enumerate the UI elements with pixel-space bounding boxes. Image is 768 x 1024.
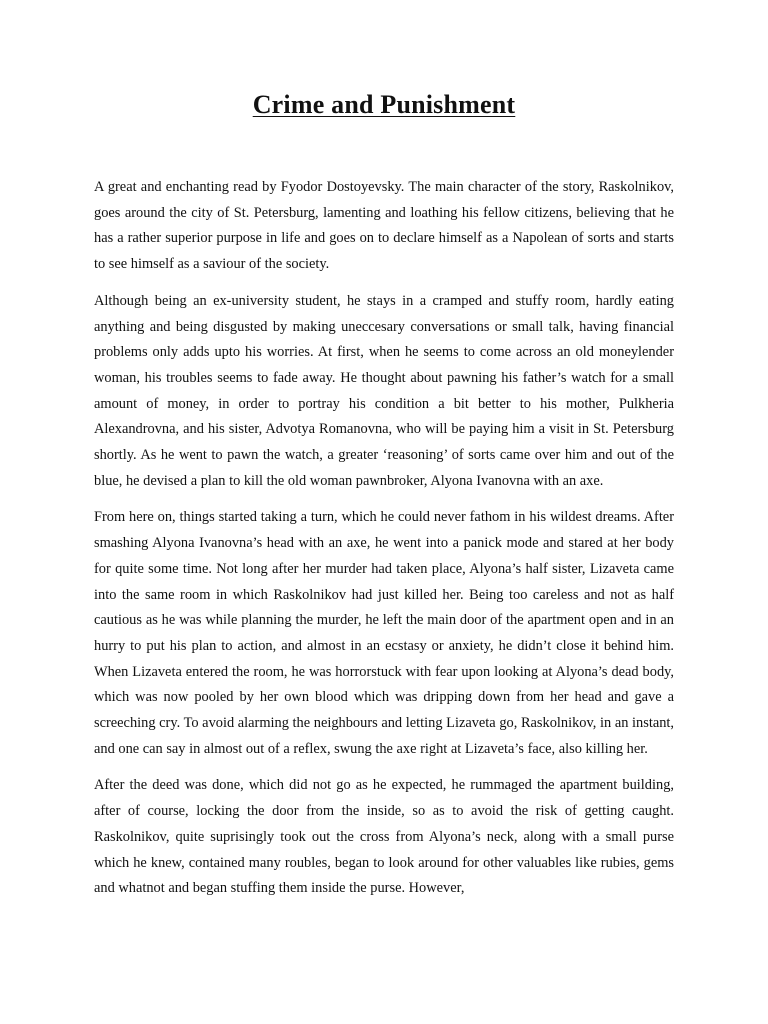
paragraph: After the deed was done, which did not go as he expected, he rummaged the apartment building, after of course, locking the door from the inside, so as to avoid the risk of getting caught. Raskolnikov, quite suprisingly took out the cross from Alyona’s neck, along with a small purse which he knew, contained many roubles, began to look around for other valuables like rubies, gems and whatnot and began stuffing them inside the purse. However, [94,777,674,897]
document-title: Crime and Punishment [252,90,516,119]
document-body [94,175,674,913]
paragraph: Although being an ex-university student, he stays in a cramped and stuffy room, hardly eating anything and being disgusted by making uneccesary conversations or small talk, having financial problems only adds upto his worries. At first, when he seems to come across an old moneylender woman, his troubles seems to fade away. He thought about pawning his father’s watch for a small amount of money, in order to portray his condition a bit better to his mother, Pulkheria Alexandrovna, and his sister, Advotya Romanovna, who will be paying him a visit in St. Petersburg shortly. As he went to pawn the watch, a greater ‘reasoning’ of sorts came over him and out of the blue, he devised a plan to kill the old woman pawnbroker, Alyona Ivanovna with an axe. [94,292,674,489]
paragraph: From here on, things started taking a turn, which he could never fathom in his wildest dreams. After smashing Alyona Ivanovna’s head with an axe, he went into a panick mode and stared at her body for quite some time. Not long after her murder had taken place, Alyona’s half sister, Lizaveta came into the same room in which Raskolnikov had just killed her. Being too careless and not as half cautious as he was while planning the murder, he left the main door of the apartment open and in an hurry to put his plan to action, and almost in an ecstasy or anxiety, he didn’t close it behind him. When Lizaveta entered the room, he was horrorstuck with fear upon looking at Alyona’s dead body, which was now pooled by her own blood which was dripping down from her head and gave a screeching cry. To avoid alarming the neighbours and letting Lizaveta go, Raskolnikov, in an instant, and one can say in almost out of a reflex, swung the axe right at Lizaveta’s face, also killing her. [94,509,674,757]
paragraph: A great and enchanting read by Fyodor Dostoyevsky. The main character of the story, Raskolnikov, goes around the city of St. Petersburg, lamenting and loathing his fellow citizens, believing that he has a rather superior purpose in life and goes on to declare himself as a Napolean of sorts and starts to see himself as a saviour of the society. [94,179,674,273]
